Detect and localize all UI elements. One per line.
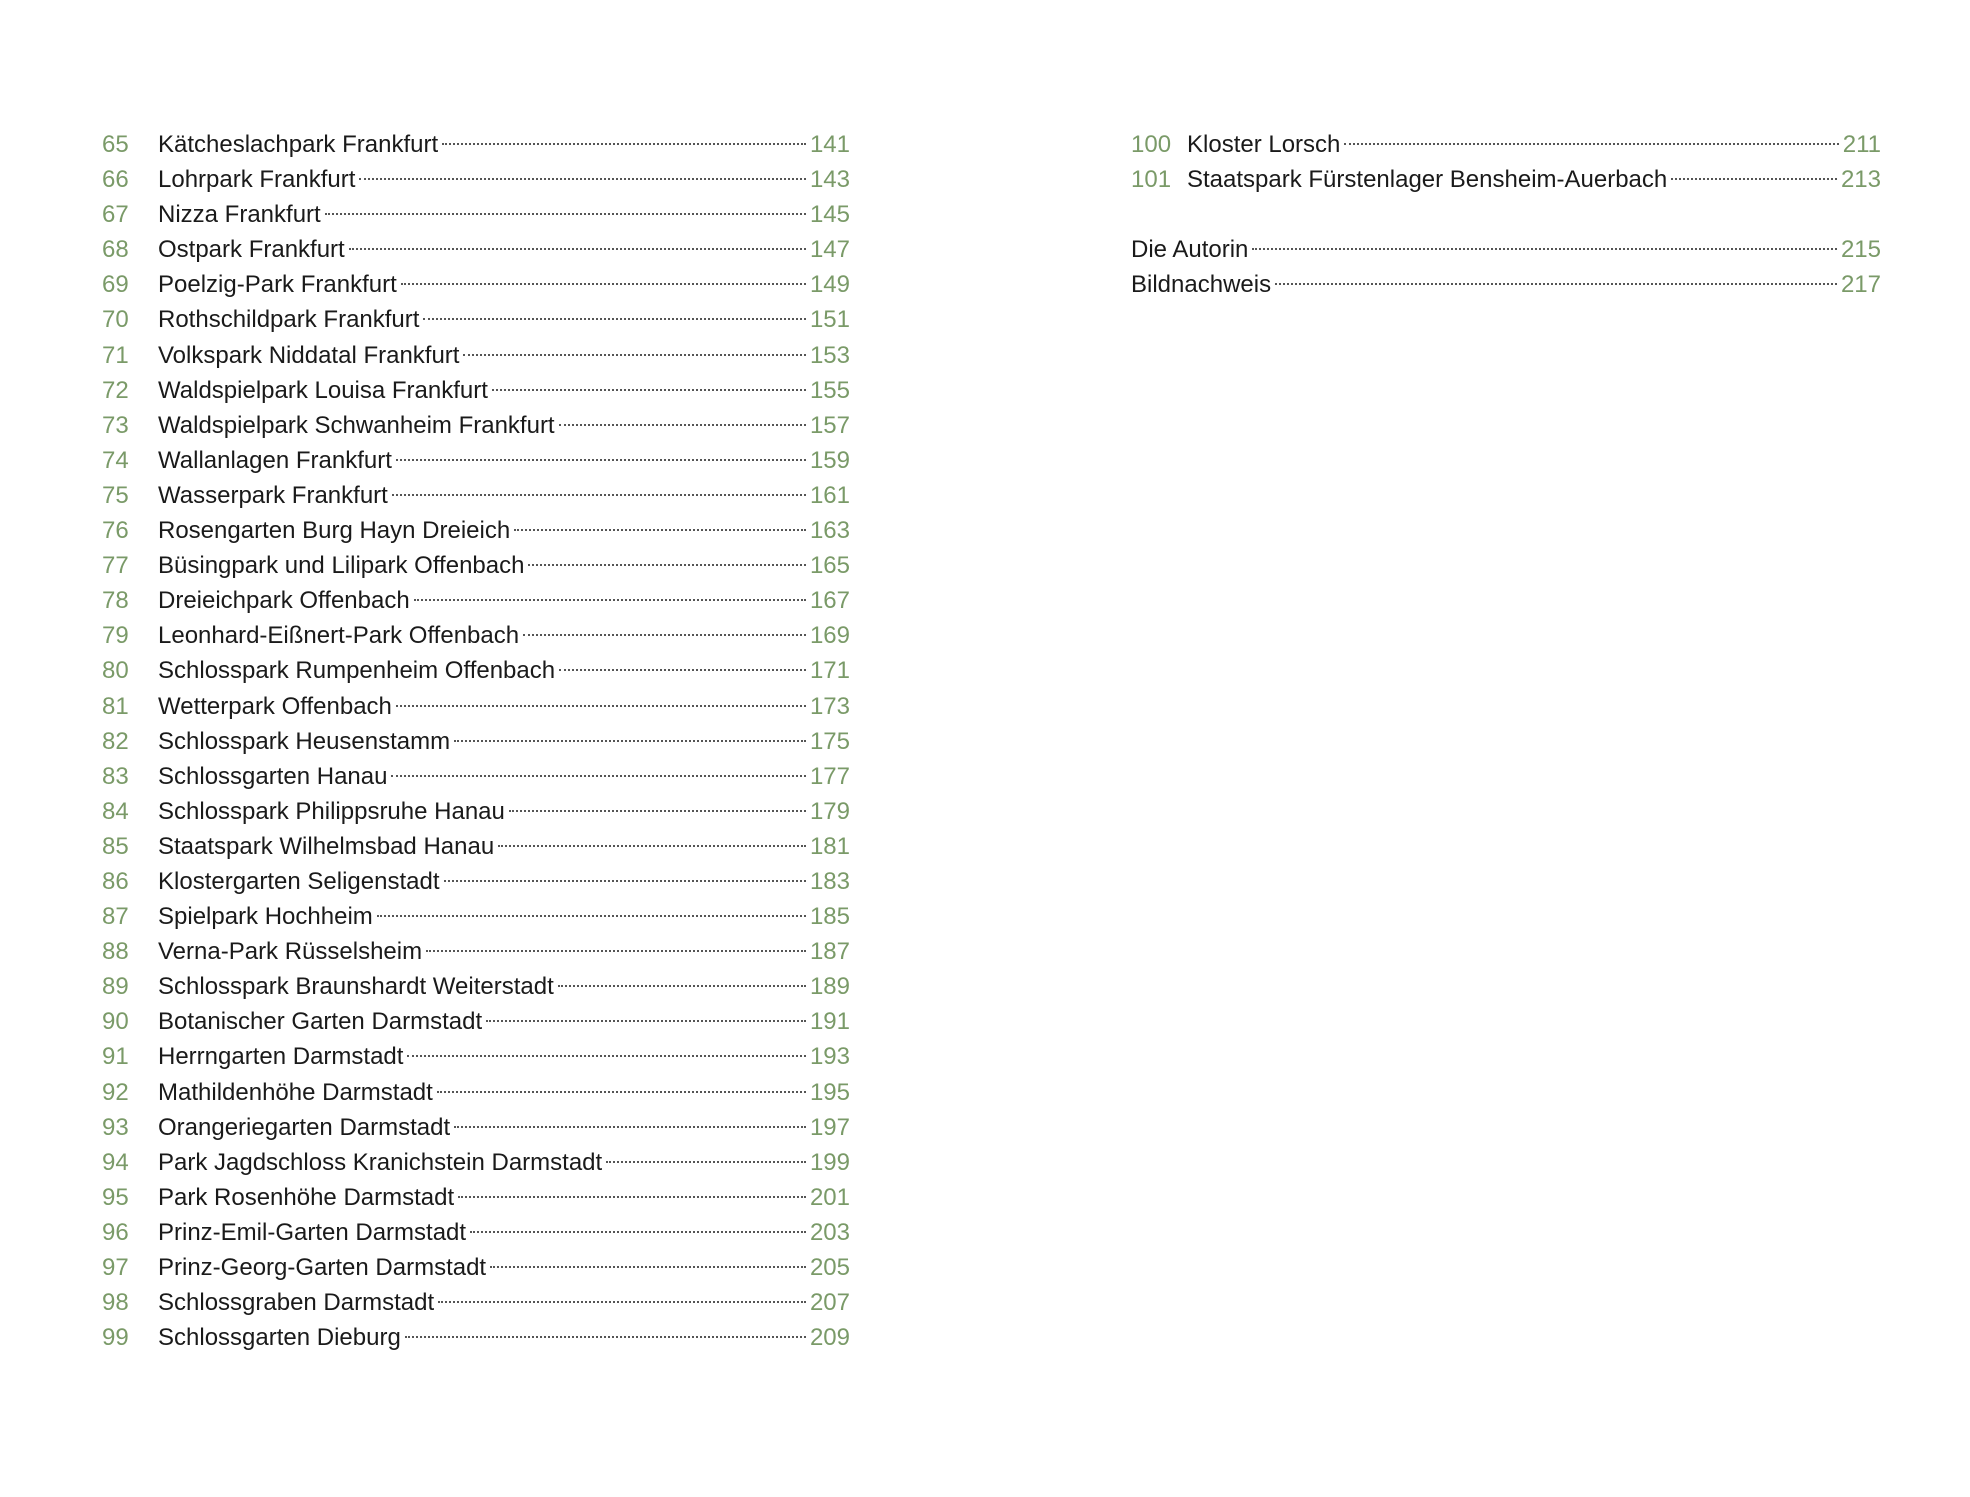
entry-number: 96 (102, 1218, 129, 1246)
entry-number: 68 (102, 236, 129, 264)
entry-page-number: 159 (809, 446, 850, 474)
entry-number: 85 (102, 832, 129, 860)
toc-entry (102, 1145, 850, 1180)
entry-number: 87 (102, 903, 129, 931)
dot-leader (407, 1055, 806, 1057)
toc-entry (102, 232, 850, 267)
back-matter-entry (1131, 267, 1881, 302)
dot-leader (490, 1266, 806, 1268)
dot-leader (486, 1020, 806, 1022)
entry-page-number: 195 (809, 1078, 850, 1106)
entry-number: 89 (102, 973, 129, 1001)
dot-leader (391, 775, 805, 777)
dot-leader (523, 634, 806, 636)
entry-number: 75 (102, 481, 129, 509)
dot-leader (1671, 178, 1837, 180)
toc-entry (102, 408, 850, 443)
entry-number: 93 (102, 1113, 129, 1141)
entry-page-number: 175 (809, 727, 850, 755)
dot-leader (509, 810, 806, 812)
entry-title: Kloster Lorsch (1187, 131, 1341, 158)
entry-page-number: 189 (809, 973, 850, 1001)
entry-title: Poelzig-Park Frankfurt (158, 271, 397, 299)
section-gap (1131, 197, 1881, 232)
entry-page-number: 165 (809, 552, 850, 580)
entry-title: Schlosspark Philippsruhe Hanau (158, 797, 505, 825)
dot-leader (454, 1126, 806, 1128)
entry-number: 67 (102, 201, 129, 229)
dot-leader (492, 389, 806, 391)
dot-leader (559, 424, 806, 426)
entry-number: 66 (102, 166, 129, 194)
entry-page-number: 187 (809, 938, 850, 966)
entry-number: 101 (1131, 166, 1172, 194)
entry-title: Mathildenhöhe Darmstadt (158, 1078, 433, 1106)
entry-title: Die Autorin (1131, 236, 1249, 264)
toc-entry (102, 864, 850, 899)
entry-title: Orangeriegarten Darmstadt (158, 1113, 451, 1141)
dot-leader (442, 143, 806, 145)
entry-page-number: 143 (809, 166, 850, 194)
entry-title: Rosengarten Burg Hayn Dreieich (158, 517, 511, 545)
entry-title: Klostergarten Seligenstadt (158, 867, 440, 895)
toc-entry (102, 899, 850, 934)
entry-number: 98 (102, 1289, 129, 1317)
entry-page-number: 147 (809, 236, 850, 264)
entry-page-number: 211 (1842, 131, 1881, 158)
toc-entry (102, 373, 850, 408)
toc-entry (102, 1039, 850, 1074)
entry-number: 81 (102, 692, 129, 720)
entry-title: Schlosspark Heusenstamm (158, 727, 451, 755)
entry-title: Botanischer Garten Darmstadt (158, 1008, 483, 1036)
entry-number: 84 (102, 797, 129, 825)
entry-title: Lohrpark Frankfurt (158, 166, 356, 194)
entry-title: Volkspark Niddatal Frankfurt (158, 341, 460, 369)
entry-number: 79 (102, 622, 129, 650)
entry-title: Prinz-Georg-Garten Darmstadt (158, 1254, 487, 1281)
dot-leader (528, 564, 805, 566)
dot-leader (396, 705, 806, 707)
entry-title: Schlossgraben Darmstadt (158, 1289, 435, 1317)
entry-page-number: 183 (809, 867, 850, 895)
entry-number: 70 (102, 306, 129, 334)
toc-entry (102, 934, 850, 969)
entry-number: 97 (102, 1254, 129, 1281)
entry-page-number: 163 (809, 517, 850, 545)
entry-page-number: 171 (809, 657, 850, 685)
dot-leader (392, 494, 806, 496)
toc-entry (102, 583, 850, 618)
entry-page-number: 177 (809, 762, 850, 790)
entry-page-number: 169 (809, 622, 850, 650)
entry-title: Schlosspark Rumpenheim Offenbach (158, 657, 556, 685)
dot-leader (405, 1336, 806, 1338)
entry-number: 71 (102, 341, 129, 369)
toc-entry (102, 1180, 850, 1215)
toc-entry (102, 267, 850, 302)
toc-entry (102, 197, 850, 232)
entry-page-number: 161 (809, 481, 850, 509)
toc-entry (102, 653, 850, 688)
entry-number: 92 (102, 1078, 129, 1106)
entry-page-number: 193 (809, 1043, 850, 1071)
entry-number: 100 (1131, 131, 1172, 158)
toc-entry (102, 1320, 850, 1355)
toc-entry (102, 478, 850, 513)
entry-page-number: 185 (809, 903, 850, 931)
dot-leader (470, 1231, 806, 1233)
dot-leader (414, 599, 806, 601)
entry-title: Staatspark Wilhelmsbad Hanau (158, 832, 495, 860)
dot-leader (458, 1196, 806, 1198)
entry-page-number: 213 (1840, 166, 1881, 194)
entry-number: 82 (102, 727, 129, 755)
entry-title: Verna-Park Rüsselsheim (158, 938, 423, 966)
entry-title: Herrngarten Darmstadt (158, 1043, 404, 1071)
entry-page-number: 153 (809, 341, 850, 369)
dot-leader (349, 248, 806, 250)
dot-leader (437, 1091, 806, 1093)
toc-entry (102, 829, 850, 864)
toc-entry (102, 689, 850, 724)
entry-number: 78 (102, 587, 129, 615)
dot-leader (498, 845, 806, 847)
entry-title: Ostpark Frankfurt (158, 236, 345, 264)
entry-title: Waldspielpark Schwanheim Frankfurt (158, 411, 555, 439)
entry-title: Dreieichpark Offenbach (158, 587, 410, 615)
dot-leader (401, 283, 806, 285)
dot-leader (1252, 248, 1837, 250)
entry-page-number: 201 (809, 1183, 850, 1211)
entry-title: Park Rosenhöhe Darmstadt (158, 1183, 455, 1211)
toc-entry (102, 794, 850, 829)
entry-page-number: 149 (809, 271, 850, 299)
entry-number: 95 (102, 1183, 129, 1211)
entry-number: 91 (102, 1043, 129, 1071)
entry-page-number: 217 (1840, 271, 1881, 299)
toc-entry (102, 443, 850, 478)
entry-title: Kätcheslachpark Frankfurt (158, 131, 439, 158)
entry-title: Prinz-Emil-Garten Darmstadt (158, 1218, 467, 1246)
dot-leader (377, 915, 806, 917)
toc-entry (102, 1075, 850, 1110)
toc-entry (102, 1215, 850, 1250)
dot-leader (514, 529, 806, 531)
toc-entry (102, 759, 850, 794)
entry-title: Park Jagdschloss Kranichstein Darmstadt (158, 1148, 603, 1176)
dot-leader (606, 1161, 806, 1163)
entry-title: Wetterpark Offenbach (158, 692, 392, 720)
entry-page-number: 203 (809, 1218, 850, 1246)
dot-leader (444, 880, 806, 882)
entry-title: Schlossgarten Hanau (158, 762, 388, 790)
entry-number: 94 (102, 1148, 129, 1176)
entry-title: Rothschildpark Frankfurt (158, 306, 420, 334)
entry-title: Schlosspark Braunshardt Weiterstadt (158, 973, 554, 1001)
entry-number: 83 (102, 762, 129, 790)
toc-entry (102, 969, 850, 1004)
back-matter-entry (1131, 232, 1881, 267)
dot-leader (454, 740, 806, 742)
toc-entry (102, 1285, 850, 1320)
entry-page-number: 151 (809, 306, 850, 334)
dot-leader (426, 950, 806, 952)
entry-number: 77 (102, 552, 129, 580)
entry-title: Schlossgarten Dieburg (158, 1324, 401, 1352)
toc-entry (102, 162, 850, 197)
entry-page-number: 209 (809, 1324, 850, 1352)
toc-entry (1131, 127, 1881, 162)
toc-entry (102, 127, 850, 162)
entry-title: Wallanlagen Frankfurt (158, 446, 392, 474)
entry-number: 86 (102, 867, 129, 895)
toc-entry (102, 513, 850, 548)
entry-page-number: 141 (809, 131, 850, 158)
dot-leader (359, 178, 806, 180)
toc-entry (102, 618, 850, 653)
entry-page-number: 179 (809, 797, 850, 825)
entry-title: Staatspark Fürstenlager Bensheim-Auerbach (1187, 166, 1668, 194)
entry-title: Nizza Frankfurt (158, 201, 321, 229)
entry-title: Waldspielpark Louisa Frankfurt (158, 376, 488, 404)
entry-number: 72 (102, 376, 129, 404)
entry-page-number: 207 (809, 1289, 850, 1317)
toc-entry (102, 338, 850, 373)
entry-page-number: 155 (809, 376, 850, 404)
dot-leader (438, 1301, 806, 1303)
dot-leader (1275, 283, 1837, 285)
entry-page-number: 167 (809, 587, 850, 615)
entry-number: 90 (102, 1008, 129, 1036)
entry-page-number: 145 (809, 201, 850, 229)
toc-entry (102, 724, 850, 759)
entry-title: Spielpark Hochheim (158, 903, 373, 931)
toc-left-column (102, 127, 850, 1355)
entry-page-number: 215 (1840, 236, 1881, 264)
entry-title: Leonhard-Eißnert-Park Offenbach (158, 622, 520, 650)
entry-number: 73 (102, 411, 129, 439)
dot-leader (396, 459, 806, 461)
entry-page-number: 205 (809, 1254, 850, 1281)
dot-leader (558, 985, 806, 987)
dot-leader (423, 318, 806, 320)
toc-entry (102, 548, 850, 583)
toc-entry (102, 1110, 850, 1145)
toc-entry (102, 1250, 850, 1285)
toc-entry (102, 302, 850, 337)
entry-title: Büsingpark und Lilipark Offenbach (158, 552, 525, 580)
dot-leader (1344, 143, 1838, 145)
entry-number: 80 (102, 657, 129, 685)
entry-page-number: 199 (809, 1148, 850, 1176)
entry-number: 65 (102, 131, 129, 158)
toc-right-column (1131, 127, 1881, 302)
entry-page-number: 173 (809, 692, 850, 720)
dot-leader (559, 669, 806, 671)
dot-leader (325, 213, 806, 215)
entry-page-number: 157 (809, 411, 850, 439)
entry-title: Wasserpark Frankfurt (158, 481, 388, 509)
entry-number: 76 (102, 517, 129, 545)
entry-number: 88 (102, 938, 129, 966)
entry-number: 74 (102, 446, 129, 474)
entry-page-number: 191 (809, 1008, 850, 1036)
toc-entry (102, 1004, 850, 1039)
entry-page-number: 181 (809, 832, 850, 860)
entry-page-number: 197 (809, 1113, 850, 1141)
dot-leader (463, 354, 805, 356)
entry-title: Bildnachweis (1131, 271, 1272, 299)
entry-number: 69 (102, 271, 129, 299)
toc-entry (1131, 162, 1881, 197)
entry-number: 99 (102, 1324, 129, 1352)
